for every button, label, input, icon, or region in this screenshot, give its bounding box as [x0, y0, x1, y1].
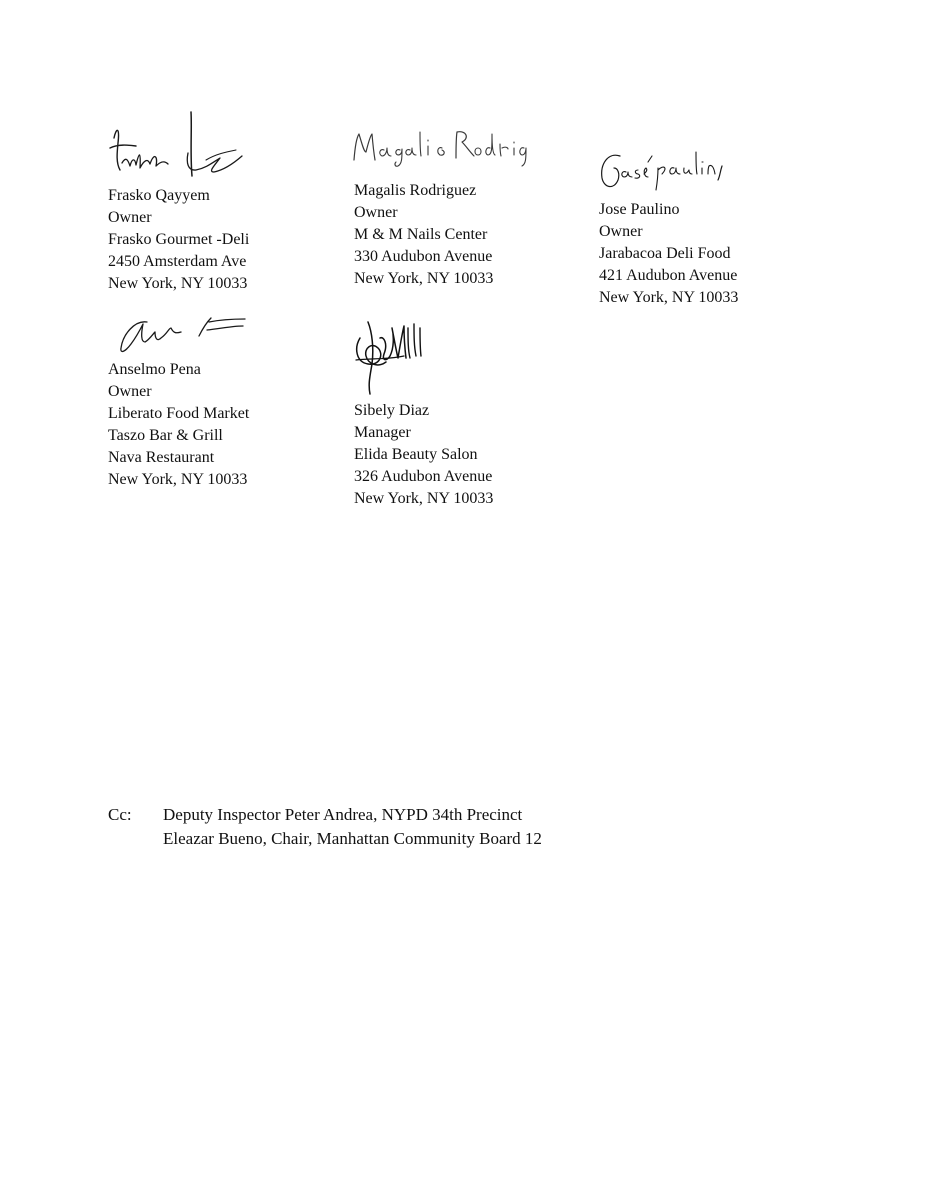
signatory-title: Manager — [354, 424, 411, 441]
signature-frasko-qayyem — [108, 108, 248, 183]
signatory-block-anselmo-pena — [108, 359, 249, 491]
signatory-title: Owner — [354, 204, 398, 221]
business-name: Nava Restaurant — [108, 449, 215, 466]
signature-anselmo-pena — [115, 314, 255, 359]
street-address: 326 Audubon Avenue — [354, 468, 493, 485]
signatory-block-jose-paulino — [599, 199, 738, 309]
street-address: 421 Audubon Avenue — [599, 267, 738, 284]
signatory-name: Jose Paulino — [599, 201, 680, 218]
signatory-name: Anselmo Pena — [108, 361, 201, 378]
street-address: 330 Audubon Avenue — [354, 248, 493, 265]
signatory-title: Owner — [108, 209, 152, 226]
signatory-title: Owner — [599, 223, 643, 240]
business-name: Liberato Food Market — [108, 405, 250, 422]
city-state-zip: New York, NY 10033 — [354, 490, 494, 507]
cc-recipient: Eleazar Bueno, Chair, Manhattan Community Board 12 — [163, 829, 542, 848]
business-name: M & M Nails Center — [354, 226, 488, 243]
signatory-title: Owner — [108, 383, 152, 400]
city-state-zip: New York, NY 10033 — [108, 471, 248, 488]
signature-jose-paulino — [598, 146, 733, 196]
signatory-block-sibely-diaz — [354, 400, 493, 510]
signature-magalis-rodriguez — [350, 122, 530, 172]
street-address: 2450 Amsterdam Ave — [108, 253, 247, 270]
cc-recipient: Deputy Inspector Peter Andrea, NYPD 34th Precinct — [163, 805, 523, 824]
city-state-zip: New York, NY 10033 — [599, 289, 739, 306]
business-name: Elida Beauty Salon — [354, 446, 478, 463]
cc-label: Cc: — [108, 805, 132, 824]
city-state-zip: New York, NY 10033 — [354, 270, 494, 287]
business-name: Taszo Bar & Grill — [108, 427, 223, 444]
business-name: Frasko Gourmet -Deli — [108, 231, 250, 248]
signature-sibely-diaz — [350, 318, 430, 398]
business-name: Jarabacoa Deli Food — [599, 245, 731, 262]
signatory-name: Magalis Rodriguez — [354, 182, 477, 199]
signatory-name: Frasko Qayyem — [108, 187, 210, 204]
signatory-block-frasko-qayyem — [108, 185, 249, 295]
signatory-name: Sibely Diaz — [354, 402, 430, 419]
city-state-zip: New York, NY 10033 — [108, 275, 248, 292]
signatory-block-magalis-rodriguez — [354, 180, 493, 290]
cc-recipients — [163, 803, 542, 851]
